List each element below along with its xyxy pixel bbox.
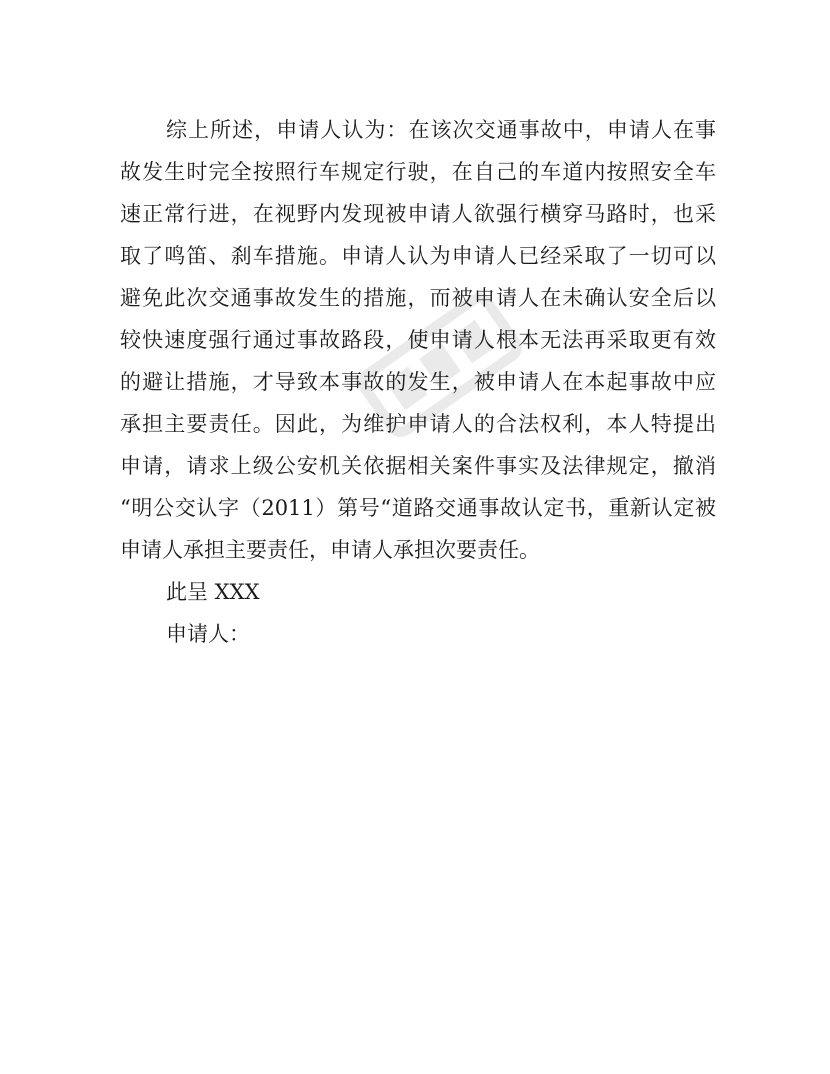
body-line-3: 速正常行进，在视野内发现被申请人欲强行横穿马路时，也采 bbox=[120, 202, 716, 226]
body-line-11: 申请人承担主要责任，申请人承担次要责任。 bbox=[120, 538, 540, 562]
body-line-2: 故发生时完全按照行车规定行驶，在自己的车道内按照安全车 bbox=[120, 160, 716, 184]
body-line-1: 综上所述，申请人认为：在该次交通事故中，申请人在事 bbox=[166, 118, 716, 142]
document-body bbox=[120, 109, 716, 655]
closing-line: 此呈 XXX bbox=[166, 580, 260, 604]
body-line-8: 承担主要责任。因此，为维护申请人的合法权利，本人特提出 bbox=[120, 412, 716, 436]
signature-label: 申请人： bbox=[166, 622, 250, 646]
body-line-4: 取了鸣笛、刹车措施。申请人认为申请人已经采取了一切可以 bbox=[120, 244, 716, 268]
body-line-5: 避免此次交通事故发生的措施，而被申请人在未确认安全后以 bbox=[120, 286, 716, 310]
body-line-9: 申请，请求上级公安机关依据相关案件事实及法律规定，撤消 bbox=[120, 454, 716, 478]
body-line-6: 较快速度强行通过事故路段，使申请人根本无法再采取更有效 bbox=[120, 328, 716, 352]
body-line-10: “明公交认字（2011）第号“道路交通事故认定书，重新认定被 bbox=[120, 496, 716, 520]
body-line-7: 的避让措施，才导致本事故的发生，被申请人在本起事故中应 bbox=[120, 370, 716, 394]
